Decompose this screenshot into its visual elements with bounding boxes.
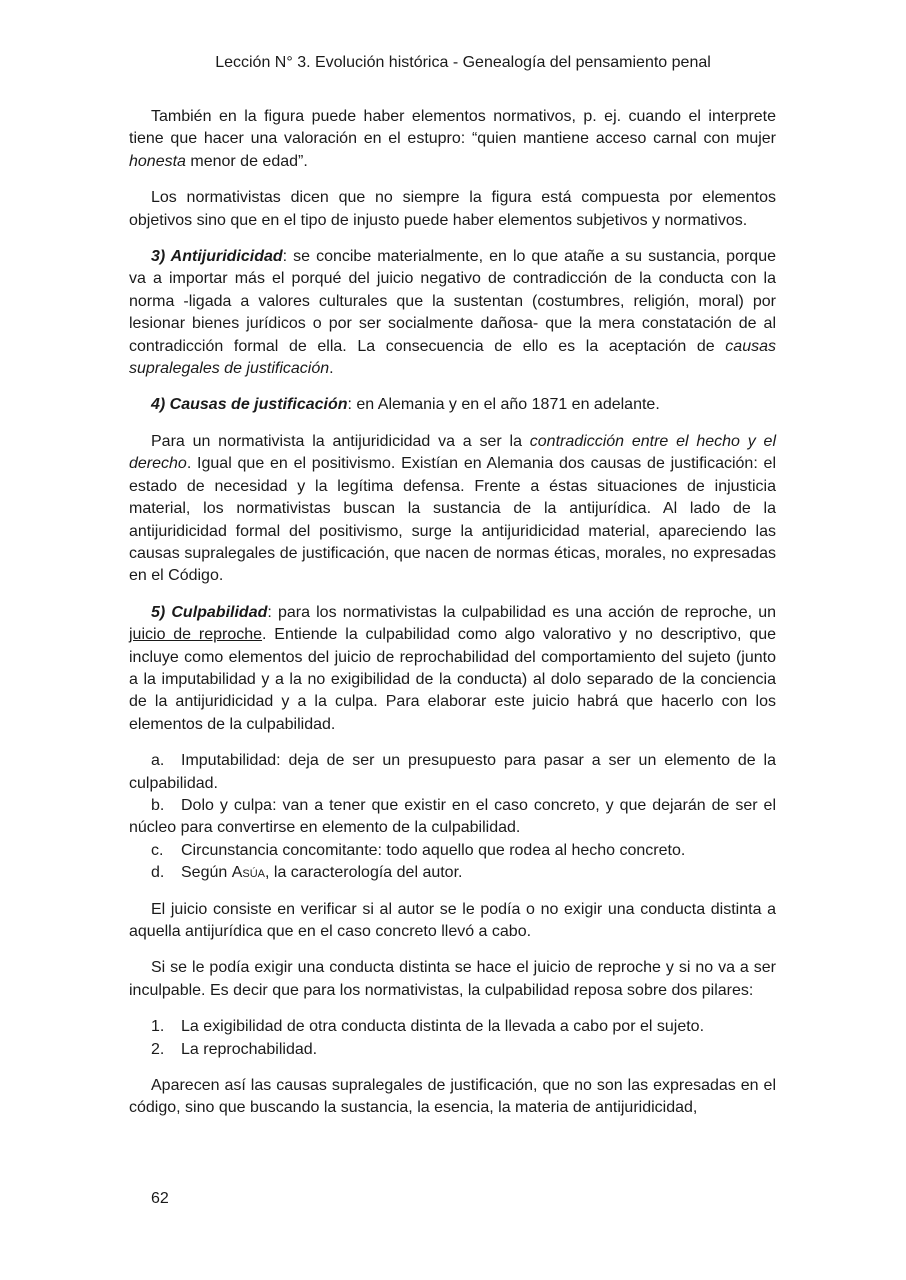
heading-causas-justificacion: 4) Causas de justificación [151,396,348,414]
running-header: Lección N° 3. Evolución histórica - Genealogía del pensamiento penal [215,54,711,71]
list-item: c. Circunstancia concomitante: todo aquello que rodea al hecho concreto. [151,841,686,859]
author-name-asua: Asúa [231,864,266,882]
paragraph-conducta-distinta: Si se le podía exigir una conducta distinta se hace el juicio de reproche y si no va a ser inculpable. Es decir que para los normativistas, la culpabilidad reposa sobre dos pilares: [129,959,776,999]
list-item: d. Según Asúa, la caracterología del autor. [151,864,463,882]
list-item: b. Dolo y culpa: van a tener que existir en el caso concreto, y que dejarán de ser el núcleo para convertirse en elemento de la culpabilidad. [129,796,776,837]
paragraph-elementos-normativos: También en la figura puede haber elementos normativos, p. ej. cuando el interprete tiene que hacer una valoración en el estupro: “quien mantiene acceso carnal con mujer honesta menor de edad”. [129,108,776,170]
heading-antijuridicidad: 3) Antijuridicidad [151,248,283,266]
page-number: 62 [151,1190,169,1207]
culpabilidad-elements-list [129,750,776,884]
emphasis-honesta: honesta [129,152,186,170]
list-item: a. Imputabilidad: deja de ser un presupuesto para pasar a ser un elemento de la culpabilidad. [129,752,776,792]
paragraph-antijuridicidad: 3) Antijuridicidad: se concibe materialmente, en lo que atañe a su sustancia, porque va a importar más el porqué del juicio negativo de contradicción de la conducta con la norma -ligada a valores culturales que la sustentan (costumbres, religión, moral) por lesionar bienes jurídicos o por ser socialmente dañosa- que la mera constatación de al contradicción formal de ella. La consecuencia de ello es la aceptación de causas supralegales de justificación. [129,248,776,378]
paragraph-culpabilidad: 5) Culpabilidad: para los normativistas la culpabilidad es una acción de reproche, un juicio de reproche. Entiende la culpabilidad como algo valorativo y no descriptivo, que incluye como elementos del juicio de reprochabilidad del comportamiento del sujeto (junto a la imputabilidad y a la no exigibilidad de la conducta) al dolo separado de la conciencia de la antijuridicidad y a la culpa. Para elaborar este juicio habrá que hacerlo con los elementos de la culpabilidad. [129,603,777,733]
paragraph-normativistas: Los normativistas dicen que no siempre la figura está compuesta por elementos objetivos sino que en el tipo de injusto puede haber elementos subjetivos y normativos. [129,189,776,229]
paragraph-causas-justificacion: 4) Causas de justificación: en Alemania y en el año 1871 en adelante. [151,396,660,414]
paragraph-aparecen: Aparecen así las causas supralegales de justificación, que no son las expresadas en el código, sino que buscando la sustancia, la esencia, la materia de antijuridicidad, [129,1077,776,1117]
emphasis-contradiccion: contradicción entre el hecho y el derecho [129,432,777,473]
document-body [129,106,776,1134]
paragraph-juicio-consiste: El juicio consiste en verificar si al autor se le podía o no exigir una conducta distinta a aquella antijurídica que en el caso concreto llevó a cabo. [129,900,776,940]
underlined-juicio-de-reproche: juicio de reproche [129,626,263,644]
paragraph-antijuridicidad-material: Para un normativista la antijuridicidad va a ser la contradicción entre el hecho y el derecho. Igual que en el positivismo. Existían en Alemania dos causas de justificación: el estado de necesidad y la legítima defensa. Frente a éstas situaciones de injusticia material, los normativistas buscan la sustancia de la antijurídica. Al lado de la antijuridicidad formal del positivismo, surge la antijuridicidad material, apareciendo las causas supralegales de justificación, que nacen de normas éticas, morales, no expresadas en el Código. [129,432,777,585]
list-item: 2. La reprochabilidad. [151,1040,318,1058]
heading-culpabilidad: 5) Culpabilidad [151,603,268,621]
pilares-list [129,1016,776,1061]
emphasis-causas-supralegales: causas supralegales de justificación [129,337,776,378]
list-item: 1. La exigibilidad de otra conducta distinta de la llevada a cabo por el sujeto. [151,1018,705,1036]
